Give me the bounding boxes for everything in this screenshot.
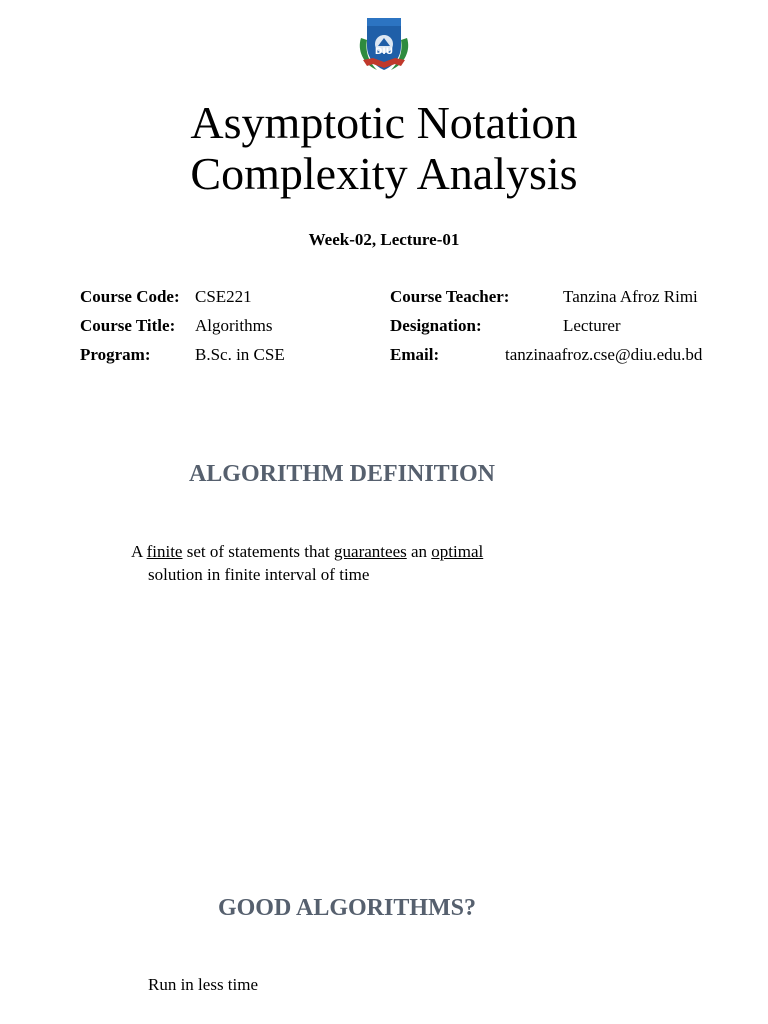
- lecture-subtitle: Week-02, Lecture-01: [308, 230, 460, 249]
- page-title-line-1: Asymptotic Notation: [190, 97, 578, 148]
- course-title-label: Course Title:: [80, 316, 176, 335]
- definition-text-line-1: [131, 542, 483, 562]
- definition-text-set-of: set of statements that: [182, 542, 335, 561]
- course-teacher-value: Tanzina Afroz Rimi: [563, 287, 698, 306]
- university-crest-icon: [353, 14, 415, 76]
- designation-value: Lecturer: [563, 316, 621, 335]
- email-label: Email:: [390, 345, 440, 364]
- course-teacher-label: Course Teacher:: [390, 287, 510, 306]
- definition-text-optimal: optimal: [431, 542, 484, 561]
- page-title-line-2: Complexity Analysis: [190, 148, 578, 199]
- course-title-value: Algorithms: [195, 316, 273, 335]
- crest-text: DIU: [374, 47, 394, 57]
- program-value: B.Sc. in CSE: [195, 345, 285, 364]
- crest-svg: [353, 14, 415, 76]
- program-label: Program:: [80, 345, 151, 364]
- definition-text-line-2: solution in finite interval of time: [148, 565, 370, 584]
- course-code-value: CSE221: [195, 287, 252, 306]
- good-algorithms-text: Run in less time: [148, 975, 259, 994]
- designation-label: Designation:: [390, 316, 482, 335]
- definition-text-a: A: [131, 542, 147, 561]
- email-value: tanzinaafroz.cse@diu.edu.bd: [505, 345, 703, 364]
- definition-text-an: an: [406, 542, 432, 561]
- course-code-label: Course Code:: [80, 287, 180, 306]
- definition-text-guarantees: guarantees: [334, 542, 407, 561]
- definition-text-finite: finite: [146, 542, 183, 561]
- good-algorithms-heading: GOOD ALGORITHMS?: [217, 895, 477, 921]
- algorithm-definition-heading: ALGORITHM DEFINITION: [188, 461, 496, 487]
